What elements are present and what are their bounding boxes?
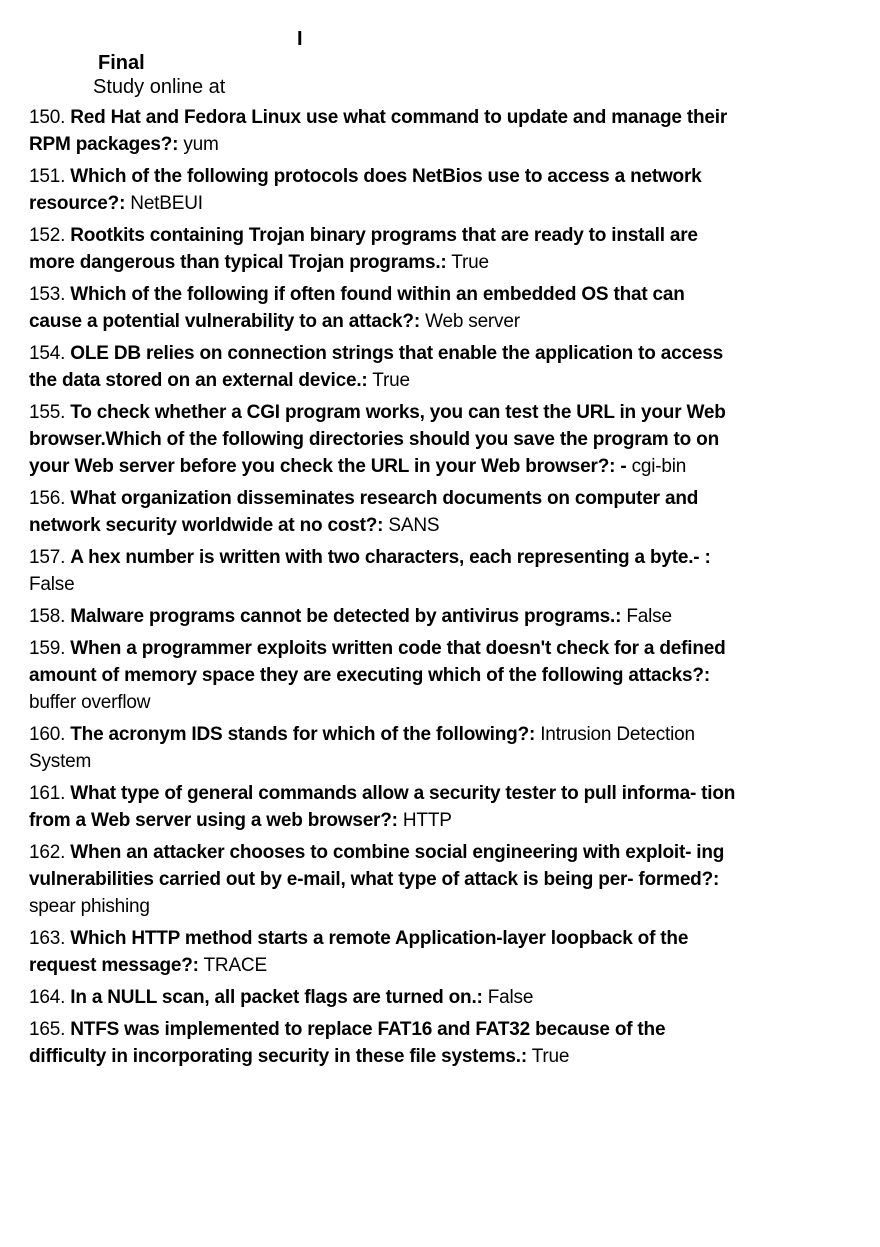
question-number: 154. — [29, 343, 66, 364]
question-text: When an attacker chooses to combine social engineering with exploit- ing vulnerabilities carried out by e-mail, what type of attack is being per- formed?: — [29, 842, 725, 890]
question-text: OLE DB relies on connection strings that enable the application to access the data stored on an external device.: — [29, 343, 723, 391]
answer-text: TRACE — [203, 955, 267, 976]
question-number: 158. — [29, 606, 66, 627]
question-item-161 — [29, 780, 739, 834]
question-number: 151. — [29, 166, 66, 187]
question-number: 162. — [29, 842, 66, 863]
question-item-152 — [29, 222, 739, 276]
question-text: Red Hat and Fedora Linux use what command to update and manage their RPM packages?: — [29, 107, 728, 155]
answer-text: Intrusion Detection System — [29, 724, 695, 772]
question-number: 157. — [29, 547, 66, 568]
answer-text: yum — [183, 134, 219, 155]
question-number: 160. — [29, 724, 66, 745]
question-text: Which of the following protocols does NetBios use to access a network resource?: — [29, 166, 702, 214]
question-text: What organization disseminates research documents on computer and network security worldwide at no cost?: — [29, 488, 699, 536]
question-number: 153. — [29, 284, 66, 305]
question-number: 159. — [29, 638, 66, 659]
answer-text: False — [626, 606, 672, 627]
answer-text: SANS — [388, 515, 440, 536]
question-item-165 — [29, 1016, 739, 1070]
question-item-159 — [29, 635, 739, 716]
question-text: What type of general commands allow a security tester to pull informa- tion from a Web server using a web browser?: — [29, 783, 736, 831]
question-number: 150. — [29, 107, 66, 128]
question-item-158 — [29, 603, 739, 630]
question-number: 161. — [29, 783, 66, 804]
answer-text: NetBEUI — [130, 193, 203, 214]
question-text: NTFS was implemented to replace FAT16 and FAT32 because of the difficulty in incorporating security in these file systems.: — [29, 1019, 666, 1067]
document-subtitle: Study online at — [93, 76, 226, 98]
answer-text: True — [372, 370, 410, 391]
question-item-153 — [29, 281, 739, 335]
question-list — [29, 104, 739, 1075]
question-item-154 — [29, 340, 739, 394]
question-item-157 — [29, 544, 739, 598]
answer-text: False — [487, 987, 534, 1008]
question-text: The acronym IDS stands for which of the following?: — [70, 724, 536, 745]
question-item-163 — [29, 925, 739, 979]
question-item-156 — [29, 485, 739, 539]
question-item-162 — [29, 839, 739, 920]
question-text: A hex number is written with two characters, each representing a byte.- : — [70, 547, 711, 568]
question-number: 152. — [29, 225, 66, 246]
question-number: 164. — [29, 987, 66, 1008]
question-item-160 — [29, 721, 739, 775]
answer-text: Web server — [425, 311, 520, 332]
answer-text: cgi-bin — [631, 456, 687, 477]
answer-text: buffer overflow — [29, 692, 151, 713]
header-mark: I — [297, 28, 303, 50]
question-text: Malware programs cannot be detected by antivirus programs.: — [70, 606, 622, 627]
answer-text: HTTP — [402, 810, 452, 831]
question-item-151 — [29, 163, 739, 217]
question-text: When a programmer exploits written code that doesn't check for a defined amount of memory space they are executing which of the following attacks?: — [29, 638, 726, 686]
question-number: 165. — [29, 1019, 66, 1040]
question-text: To check whether a CGI program works, you can test the URL in your Web browser.Which of the following directories should you save the program to on your Web server before you check the URL in your Web browser?: - — [29, 402, 726, 477]
question-text: Rootkits containing Trojan binary programs that are ready to install are more dangerous than typical Trojan programs.: — [29, 225, 698, 273]
question-text: In a NULL scan, all packet flags are turned on.: — [70, 987, 483, 1008]
question-text: Which of the following if often found within an embedded OS that can cause a potential vulnerability to an attack?: — [29, 284, 685, 332]
answer-text: True — [451, 252, 489, 273]
question-item-155 — [29, 399, 739, 480]
question-item-164 — [29, 984, 739, 1011]
document-title: Final — [98, 52, 145, 74]
question-number: 155. — [29, 402, 66, 423]
question-number: 156. — [29, 488, 66, 509]
question-text: Which HTTP method starts a remote Application-layer loopback of the request message?: — [29, 928, 689, 976]
answer-text: True — [531, 1046, 570, 1067]
answer-text: spear phishing — [29, 896, 150, 917]
question-number: 163. — [29, 928, 66, 949]
answer-text: False — [29, 574, 75, 595]
question-item-150 — [29, 104, 739, 158]
